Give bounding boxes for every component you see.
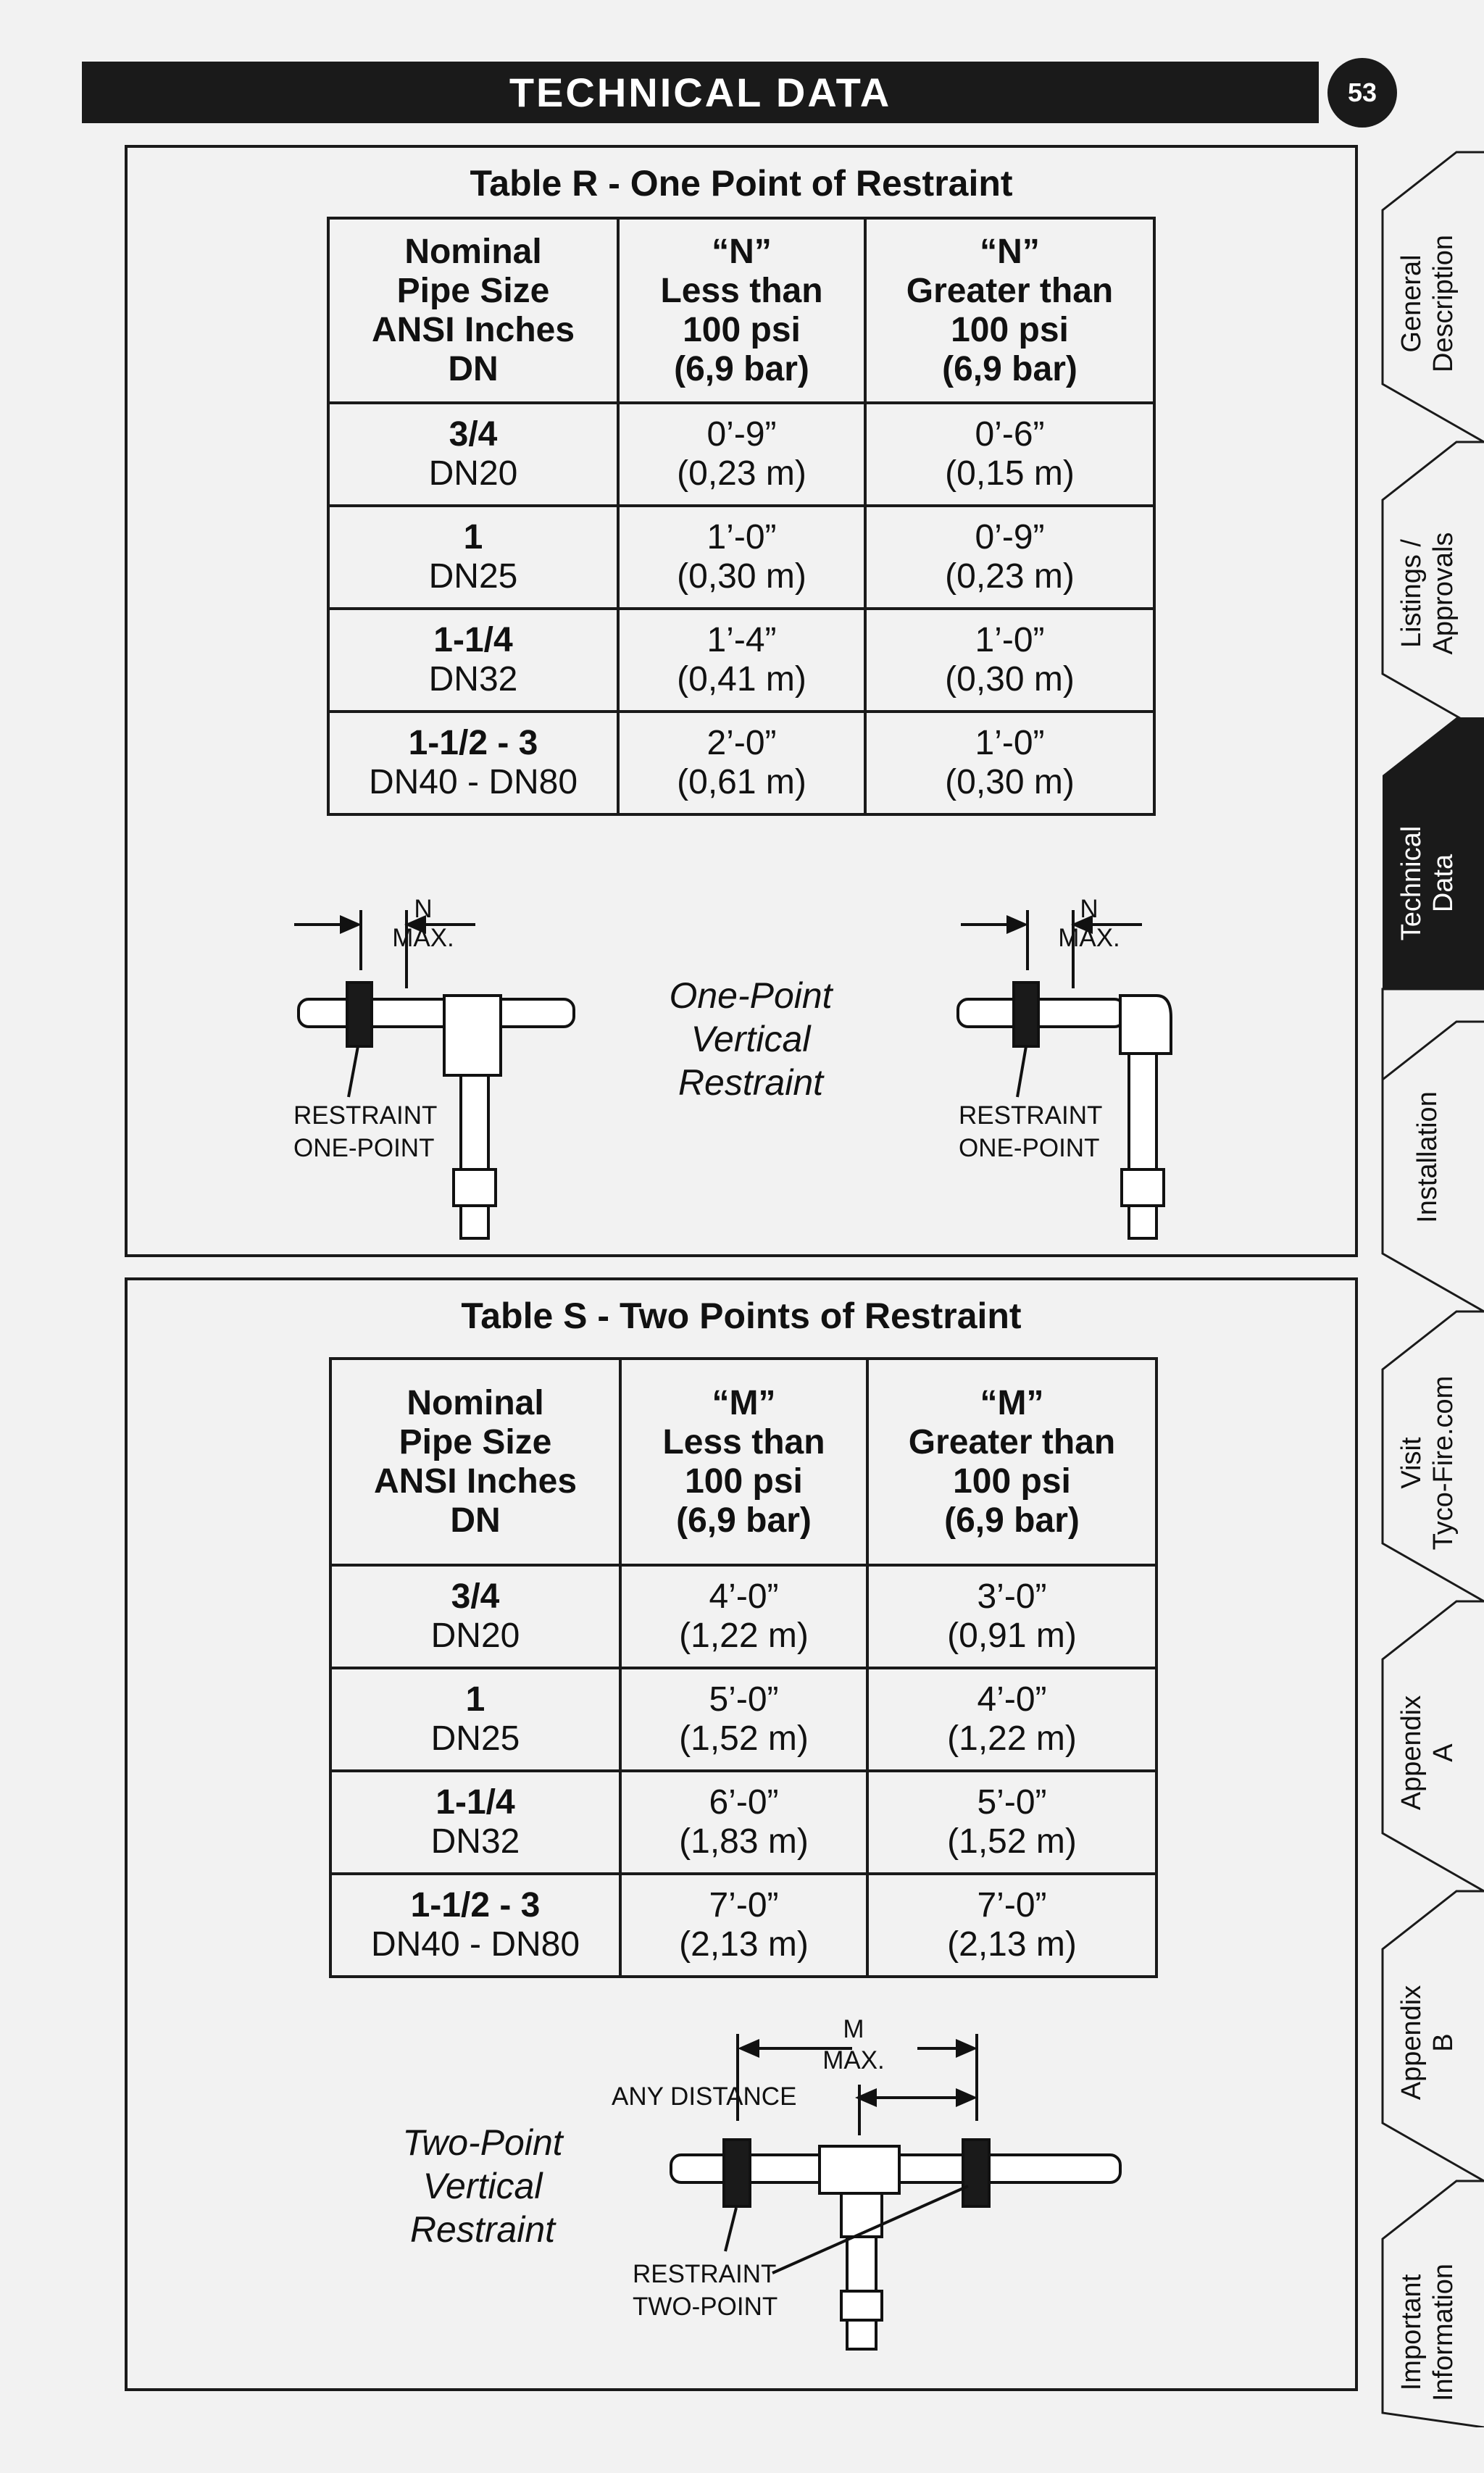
- restraint-label: RESTRAINT: [633, 2260, 777, 2288]
- table-r-title: Table R - One Point of Restraint: [470, 163, 1013, 204]
- side-tab-important-information[interactable]: Important Information: [1396, 2263, 1459, 2402]
- page-title: TECHNICAL DATA: [509, 70, 892, 115]
- less-cell: 2’-0” (0,61 m): [618, 712, 865, 814]
- less-cell: 5’-0” (1,52 m): [620, 1668, 867, 1771]
- table-s-header-size: Nominal Pipe Size ANSI Inches DN: [330, 1359, 620, 1565]
- side-tab-visit-tyco-fire[interactable]: Visit Tyco-Fire.com: [1396, 1375, 1459, 1551]
- table-r-header-greater: “N” Greater than 100 psi (6,9 bar): [865, 218, 1154, 403]
- size-cell: 1-1/2 - 3 DN40 - DN80: [330, 1874, 620, 1977]
- size-cell: 3/4 DN20: [328, 403, 618, 506]
- size-cell: 1 DN25: [328, 506, 618, 609]
- table-r-panel: [125, 145, 1358, 1257]
- table-r-header-less: “N” Less than 100 psi (6,9 bar): [618, 218, 865, 403]
- two-point-caption: Two-Point Vertical Restraint: [402, 2122, 563, 2250]
- dim-label-n-right: N: [1080, 895, 1099, 923]
- side-tab-installation[interactable]: Installation: [1412, 1091, 1443, 1223]
- greater-cell: 1’-0” (0,30 m): [865, 609, 1154, 712]
- greater-cell: 0’-9” (0,23 m): [865, 506, 1154, 609]
- size-cell: 1-1/2 - 3 DN40 - DN80: [328, 712, 618, 814]
- table-s-panel: [125, 1277, 1358, 2391]
- side-tab-appendix-a[interactable]: Appendix A: [1396, 1695, 1459, 1811]
- dim-label-max: MAX.: [822, 2046, 885, 2074]
- side-nav: [1377, 145, 1484, 2427]
- size-cell: 1 DN25: [330, 1668, 620, 1771]
- page-number: 53: [1327, 58, 1397, 128]
- size-cell: 1-1/4 DN32: [328, 609, 618, 712]
- page-header: [82, 62, 1319, 123]
- less-cell: 0’-9” (0,23 m): [618, 403, 865, 506]
- one-point-caption: One-Point Vertical Restraint: [669, 975, 833, 1103]
- table-s-header-less: “M” Less than 100 psi (6,9 bar): [620, 1359, 867, 1565]
- less-cell: 6’-0” (1,83 m): [620, 1771, 867, 1874]
- any-distance-label: ANY DISTANCE: [612, 2082, 797, 2111]
- dim-label-max-left: MAX.: [392, 924, 454, 952]
- restraint-type: TWO-POINT: [633, 2293, 778, 2321]
- table-s-header-greater: “M” Greater than 100 psi (6,9 bar): [867, 1359, 1156, 1565]
- greater-cell: 3’-0” (0,91 m): [867, 1565, 1156, 1668]
- size-cell: 1-1/4 DN32: [330, 1771, 620, 1874]
- less-cell: 4’-0” (1,22 m): [620, 1565, 867, 1668]
- table-r-header-size: Nominal Pipe Size ANSI Inches DN: [328, 218, 618, 403]
- greater-cell: 0’-6” (0,15 m): [865, 403, 1154, 506]
- side-tab-listings-approvals[interactable]: Listings / Approvals: [1396, 532, 1459, 655]
- side-tab-technical-data[interactable]: Technical Data: [1396, 825, 1459, 941]
- restraint-label-left: RESTRAINT: [293, 1101, 438, 1130]
- less-cell: 1’-4” (0,41 m): [618, 609, 865, 712]
- dim-label-n-left: N: [414, 895, 433, 923]
- greater-cell: 5’-0” (1,52 m): [867, 1771, 1156, 1874]
- restraint-type-left: ONE-POINT: [293, 1134, 435, 1162]
- size-cell: 3/4 DN20: [330, 1565, 620, 1668]
- dim-label-max-right: MAX.: [1058, 924, 1120, 952]
- restraint-type-right: ONE-POINT: [959, 1134, 1100, 1162]
- side-tab-appendix-b[interactable]: Appendix B: [1396, 1985, 1459, 2101]
- greater-cell: 7’-0” (2,13 m): [867, 1874, 1156, 1977]
- dim-label-m: M: [843, 2015, 864, 2043]
- less-cell: 1’-0” (0,30 m): [618, 506, 865, 609]
- less-cell: 7’-0” (2,13 m): [620, 1874, 867, 1977]
- greater-cell: 4’-0” (1,22 m): [867, 1668, 1156, 1771]
- restraint-label-right: RESTRAINT: [959, 1101, 1103, 1130]
- two-point-diagram: [128, 1280, 1355, 2388]
- side-tab-general-description[interactable]: General Description: [1396, 234, 1459, 373]
- greater-cell: 1’-0” (0,30 m): [865, 712, 1154, 814]
- table-s-title: Table S - Two Points of Restraint: [461, 1296, 1022, 1336]
